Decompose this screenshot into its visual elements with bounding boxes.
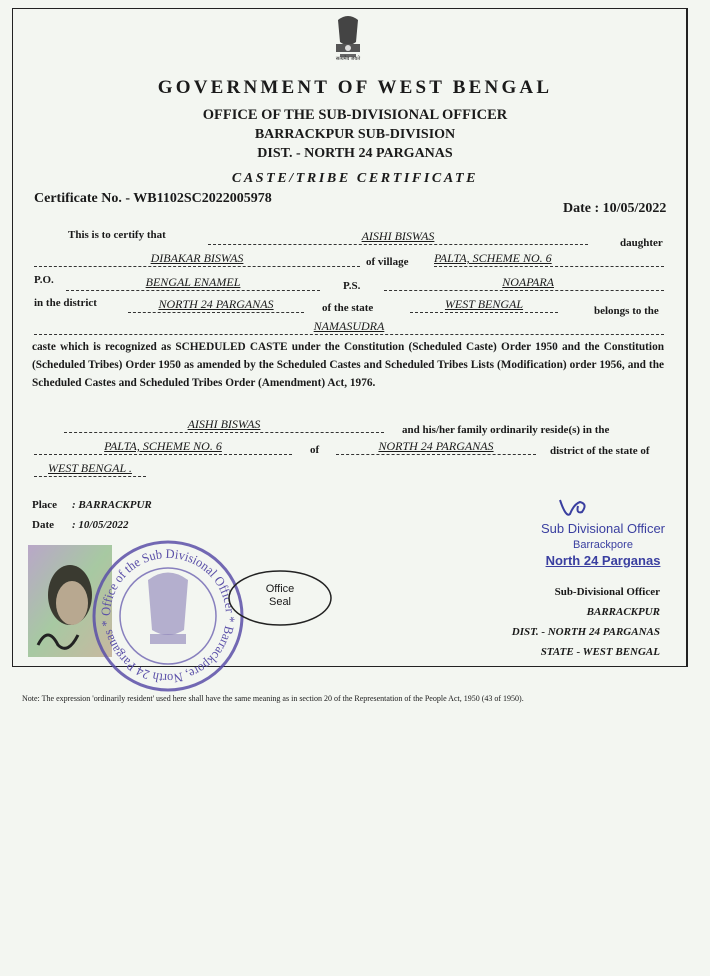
signature-icon: [556, 494, 592, 520]
resident-district-field: NORTH 24 PARGANAS: [336, 440, 536, 455]
certify-label: This is to certify that: [68, 229, 166, 241]
blue-stamp-line-1: Sub Divisional Officer: [540, 521, 666, 536]
belongs-label: belongs to the: [594, 305, 659, 317]
legal-paragraph: caste which is recognized as SCHEDULED CASTE under the Constitution (Scheduled Caste) Order 1950 and the Constitution (Scheduled Tribes) Order 1950 as amended by the Scheduled Castes and Scheduled Tribes Lists (Modification) order 1956, and the Scheduled Castes and Scheduled Tribes Order (Amendment) Act, 1976.: [32, 341, 664, 389]
stamp-ring-text: Office of the Sub Divisional Officer * Barrackpore, North 24 Parganas *: [97, 545, 239, 687]
relation-label: daughter: [620, 237, 663, 249]
blue-officer-stamp: [528, 521, 678, 569]
district-of-state-label: district of the state of: [550, 445, 650, 457]
resident-name-field: AISHI BISWAS: [64, 418, 384, 433]
office-round-stamp: [88, 530, 248, 702]
name-field: AISHI BISWAS: [208, 230, 588, 245]
footnote: Note: The expression 'ordinarily resident' used here shall have the same meaning as in section 20 of the Representation of the People Act, 1950 (43 of 1950).: [22, 694, 524, 703]
office-seal-label: [252, 583, 308, 609]
village-label: of village: [366, 256, 409, 268]
resident-village-field: PALTA, SCHEME NO. 6: [34, 440, 292, 455]
certificate-date: Date : 10/05/2022: [563, 201, 667, 216]
signatory-place: BARRACKPUR: [586, 606, 660, 618]
place-value: : BARRACKPUR: [72, 499, 152, 511]
blue-stamp-line-3: North 24 Parganas: [545, 553, 661, 568]
blue-stamp-line-2: Barrackpore: [573, 539, 633, 551]
certificate-title: CASTE/TRIBE CERTIFICATE: [231, 171, 479, 186]
ps-field: NOAPARA: [384, 276, 664, 291]
date-value: : 10/05/2022: [72, 519, 129, 531]
emblem-caption: सत्यमेव जयते: [335, 57, 361, 62]
district-title: DIST. - NORTH 24 PARGANAS: [257, 146, 453, 161]
office-seal-line-2: Seal: [268, 596, 292, 608]
caste-field: NAMASUDRA: [34, 320, 664, 335]
place-label: Place: [32, 499, 58, 511]
subdivision-title: BARRACKPUR SUB-DIVISION: [254, 127, 456, 142]
district-field: NORTH 24 PARGANAS: [128, 298, 304, 313]
certificate-number: Certificate No. - WB1102SC2022005978: [34, 191, 272, 206]
government-title: GOVERNMENT OF WEST BENGAL: [157, 77, 553, 98]
reside-label: and his/her family ordinarily reside(s) in the: [402, 424, 610, 436]
signatory-district: DIST. - NORTH 24 PARGANAS: [511, 626, 660, 638]
village-field: PALTA, SCHEME NO. 6: [434, 252, 664, 267]
resident-state-field: WEST BENGAL .: [34, 462, 146, 477]
parent-field: DIBAKAR BISWAS: [34, 252, 360, 267]
state-field: WEST BENGAL: [410, 298, 558, 313]
office-seal-line-1: Office: [265, 583, 295, 595]
signatory-title: Sub-Divisional Officer: [554, 586, 660, 598]
office-title: OFFICE OF THE SUB-DIVISIONAL OFFICER: [202, 107, 508, 123]
ps-label: P.S.: [343, 280, 361, 292]
po-label: P.O.: [34, 274, 54, 286]
of-label: of: [310, 444, 320, 456]
state-label: of the state: [322, 302, 374, 314]
po-field: BENGAL ENAMEL: [66, 276, 320, 291]
signatory-state: STATE - WEST BENGAL: [540, 646, 660, 658]
date-label: Date: [32, 519, 54, 531]
district-label: in the district: [34, 297, 97, 309]
